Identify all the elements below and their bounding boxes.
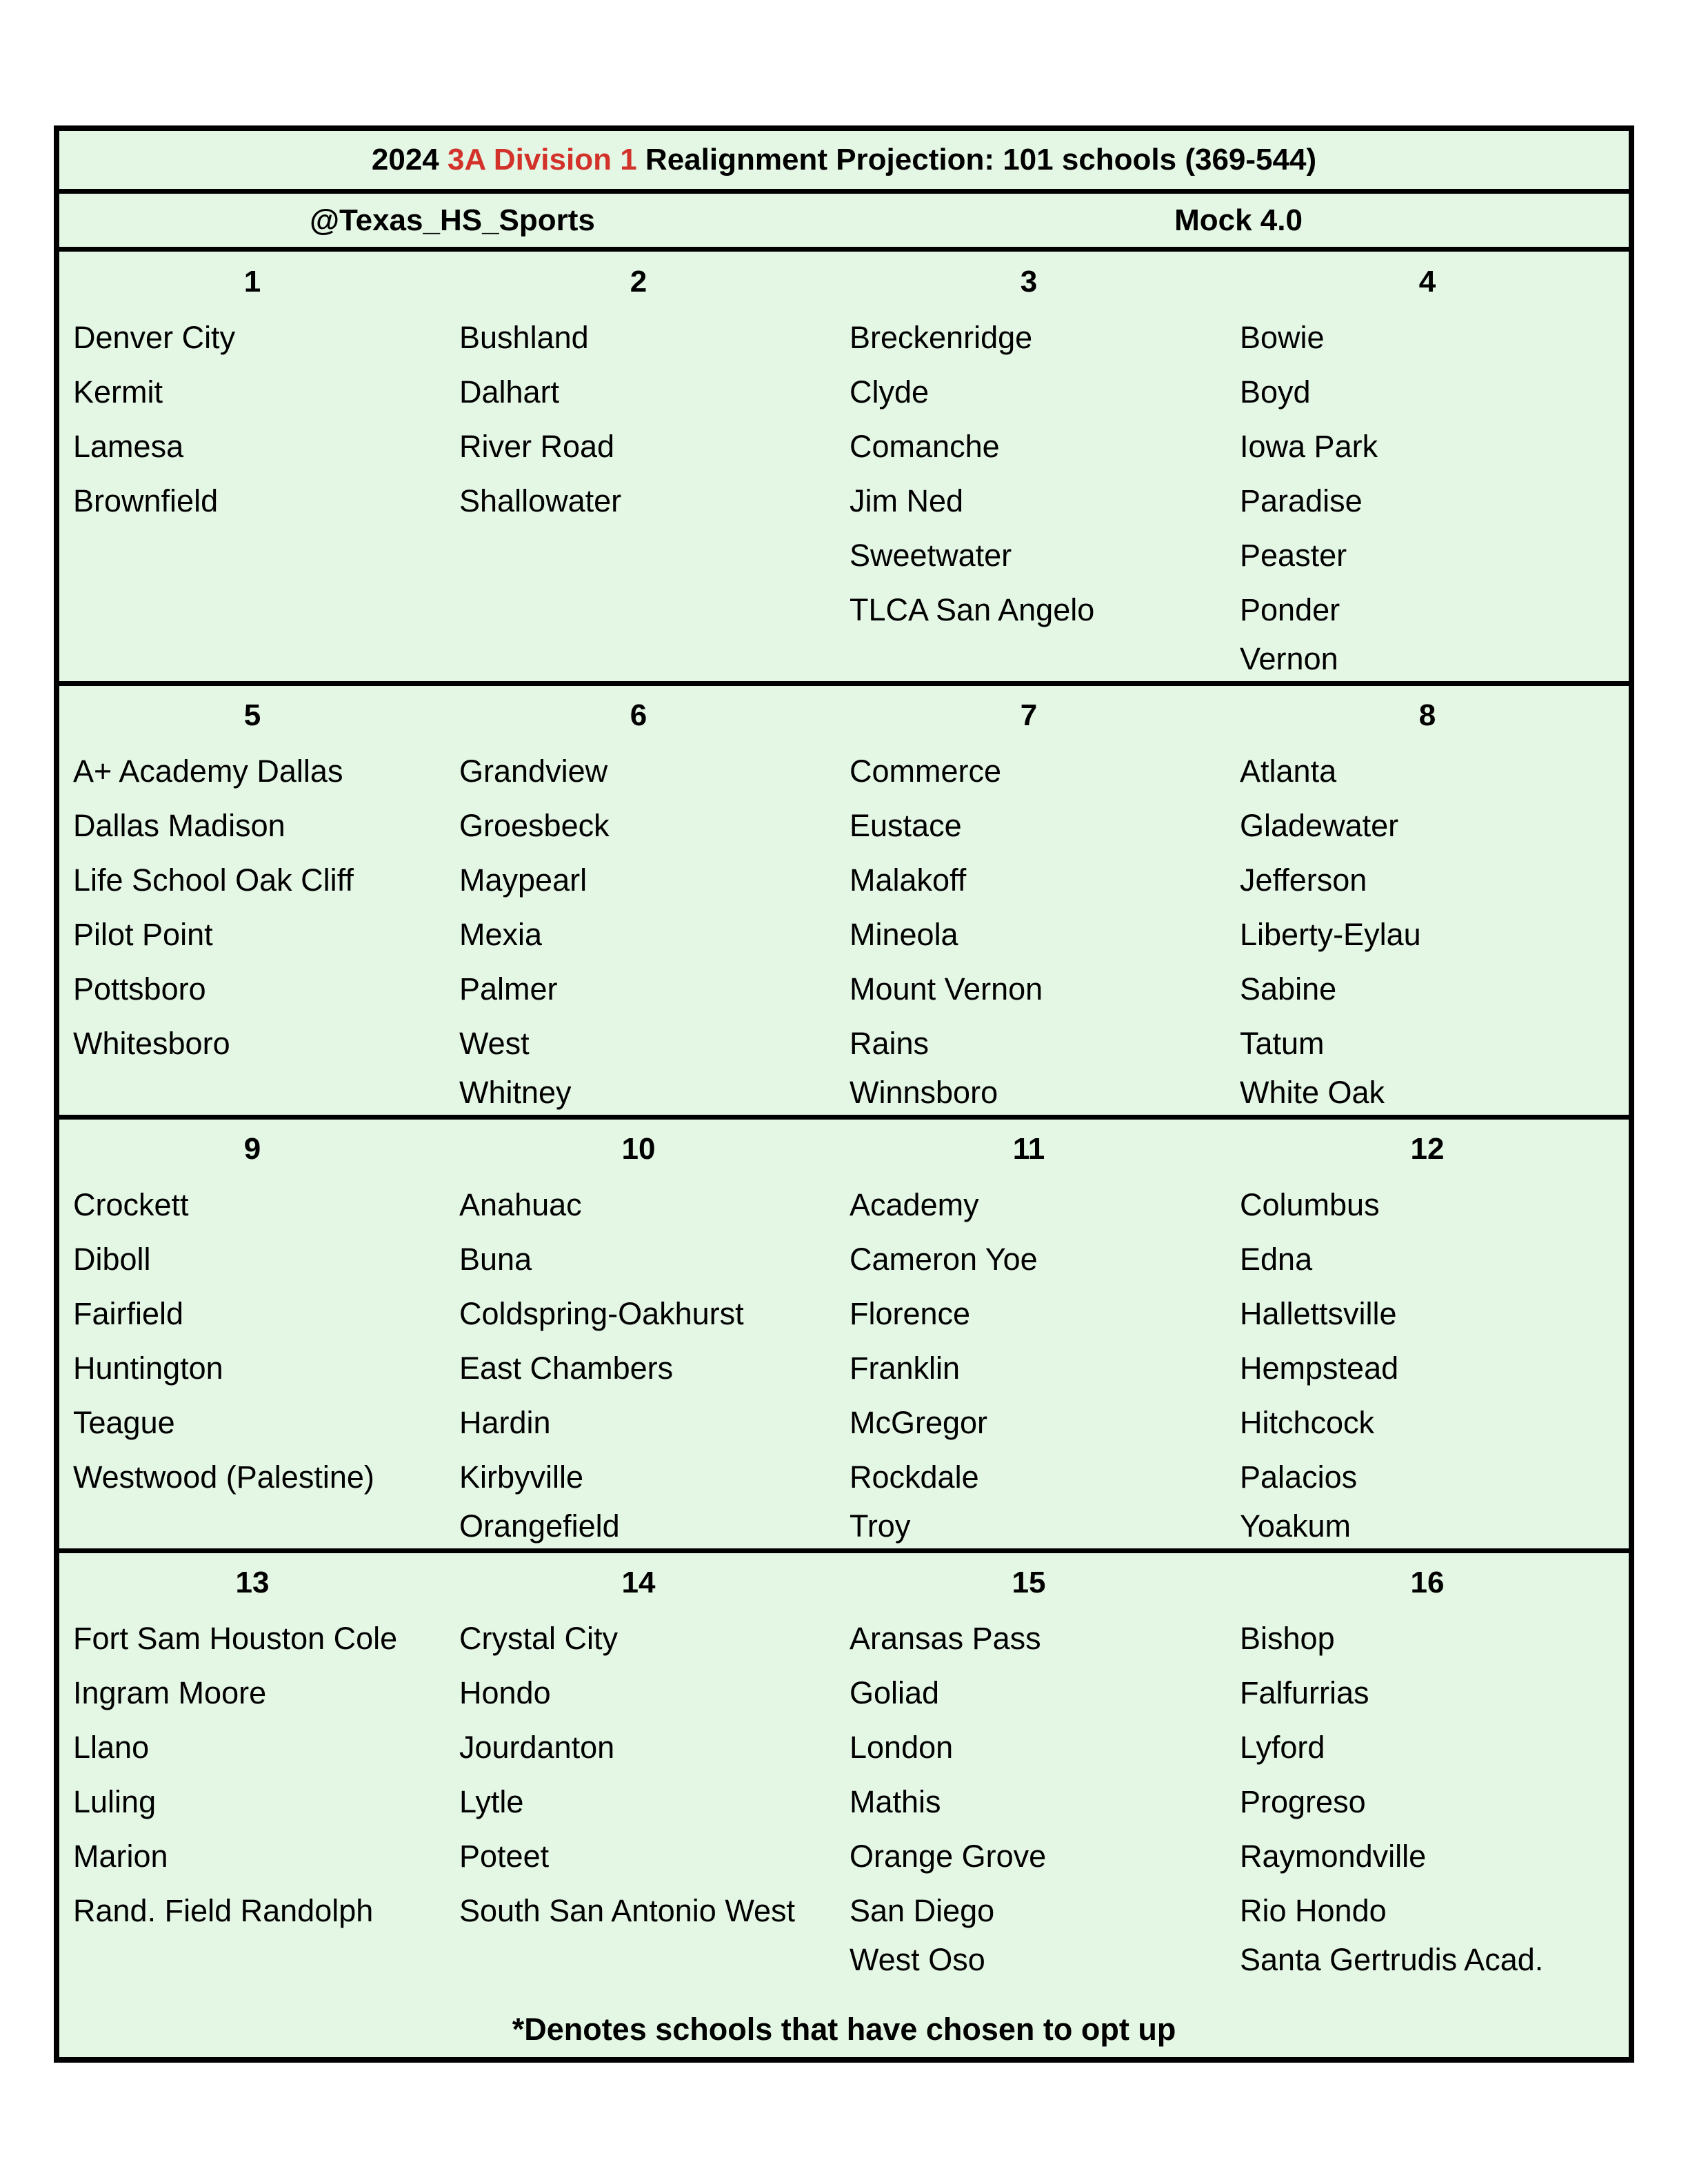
district-number: 12: [1410, 1132, 1445, 1166]
district-number: 5: [243, 698, 261, 732]
region-divider: [59, 681, 1629, 686]
district-column: [59, 252, 445, 681]
district-column: [59, 1553, 445, 2002]
school-name: Sabine: [1240, 971, 1337, 1007]
school-name: Aransas Pass: [850, 1621, 1041, 1656]
school-name: Dallas Madison: [73, 808, 285, 843]
school-name: Dalhart: [459, 374, 560, 410]
school-name: Liberty-Eylau: [1240, 917, 1421, 952]
school-name: Palacios: [1240, 1459, 1358, 1495]
school-name: Vernon: [1240, 641, 1338, 676]
school-name: Poteet: [459, 1839, 550, 1874]
school-name: Jourdanton: [459, 1730, 615, 1765]
twitter-handle: @Texas_HS_Sports: [310, 203, 595, 237]
school-name: Ponder: [1240, 592, 1340, 627]
school-name: Paradise: [1240, 483, 1363, 518]
school-name: Kermit: [73, 374, 163, 410]
school-name: San Diego: [850, 1893, 995, 1928]
school-name: Florence: [850, 1296, 971, 1331]
district-number: 7: [1020, 698, 1038, 732]
school-name: Academy: [850, 1187, 979, 1222]
school-name: Boyd: [1240, 374, 1311, 410]
school-name: Commerce: [850, 754, 1002, 789]
school-name: Crockett: [73, 1187, 189, 1222]
school-name: Rockdale: [850, 1459, 979, 1495]
mock-version: Mock 4.0: [1174, 203, 1303, 237]
school-name: Brownfield: [73, 483, 219, 518]
school-name: Eustace: [850, 808, 962, 843]
school-name: Bushland: [459, 320, 589, 355]
school-name: Luling: [73, 1784, 157, 1819]
district-number: 6: [630, 698, 647, 732]
school-name: Rand. Field Randolph: [73, 1893, 374, 1928]
school-name: Jim Ned: [850, 483, 964, 518]
school-name: Jefferson: [1240, 862, 1367, 898]
region-divider: [59, 1548, 1629, 1553]
school-name: Atlanta: [1240, 754, 1337, 789]
district-row: [59, 685, 1629, 1115]
district-number: 14: [621, 1566, 656, 1599]
district-number: 4: [1418, 265, 1436, 299]
school-name: Santa Gertrudis Acad.: [1240, 1942, 1544, 1977]
school-name: Bishop: [1240, 1621, 1335, 1656]
school-name: Orangefield: [459, 1508, 620, 1544]
district-number: 10: [621, 1132, 656, 1166]
school-name: Yoakum: [1240, 1508, 1351, 1544]
district-column: [1226, 1553, 1629, 2002]
school-name: Falfurrias: [1240, 1675, 1369, 1710]
school-name: Whitesboro: [73, 1026, 230, 1061]
school-name: Rains: [850, 1026, 930, 1061]
school-name: West: [459, 1026, 530, 1061]
school-name: Hempstead: [1240, 1351, 1399, 1386]
school-name: Columbus: [1240, 1187, 1380, 1222]
school-name: Lyford: [1240, 1730, 1325, 1765]
school-name: Hitchcock: [1240, 1405, 1375, 1440]
school-name: Huntington: [73, 1351, 223, 1386]
school-name: Pottsboro: [73, 971, 206, 1007]
district-column: [445, 1119, 832, 1548]
school-name: Goliad: [850, 1675, 940, 1710]
school-name: Mathis: [850, 1784, 941, 1819]
school-name: Gladewater: [1240, 808, 1399, 843]
school-name: White Oak: [1240, 1075, 1385, 1110]
school-name: McGregor: [850, 1405, 988, 1440]
district-column: [1226, 1119, 1629, 1548]
school-name: Groesbeck: [459, 808, 610, 843]
title-description: Realignment Projection: 101 schools (369-544): [645, 143, 1317, 176]
school-name: London: [850, 1730, 954, 1765]
school-name: Cameron Yoe: [850, 1242, 1038, 1277]
school-name: Fairfield: [73, 1296, 184, 1331]
school-name: West Oso: [850, 1942, 985, 1977]
school-name: Pilot Point: [73, 917, 213, 952]
school-name: Lytle: [459, 1784, 524, 1819]
school-name: Ingram Moore: [73, 1675, 267, 1710]
school-name: Maypearl: [459, 862, 587, 898]
divider: [59, 247, 1629, 252]
school-name: Rio Hondo: [1240, 1893, 1387, 1928]
district-number: 2: [630, 265, 647, 299]
school-name: Life School Oak Cliff: [73, 862, 354, 898]
district-number: 13: [235, 1566, 270, 1599]
school-name: Raymondville: [1240, 1839, 1427, 1874]
school-name: Llano: [73, 1730, 150, 1765]
district-column: [59, 1119, 445, 1548]
opt-up-footnote: *Denotes schools that have chosen to opt up: [512, 2012, 1176, 2047]
school-name: Kirbyville: [459, 1459, 584, 1495]
district-row: [59, 1119, 1629, 1548]
district-column: [1226, 252, 1629, 681]
subheader-row: [59, 194, 1629, 247]
district-number: 9: [243, 1132, 261, 1166]
table-title: [59, 131, 1629, 189]
school-name: Buna: [459, 1242, 532, 1277]
school-name: Whitney: [459, 1075, 572, 1110]
district-column: [1226, 685, 1629, 1115]
school-name: Hardin: [459, 1405, 551, 1440]
district-column: [59, 685, 445, 1115]
school-name: TLCA San Angelo: [850, 592, 1095, 627]
school-name: Grandview: [459, 754, 608, 789]
school-name: Bowie: [1240, 320, 1325, 355]
school-name: Teague: [73, 1405, 175, 1440]
district-number: 3: [1020, 265, 1038, 299]
school-name: Lamesa: [73, 429, 184, 464]
district-column: [445, 685, 832, 1115]
school-name: Hondo: [459, 1675, 551, 1710]
district-column: [836, 685, 1222, 1115]
district-number: 11: [1012, 1132, 1045, 1166]
school-name: Fort Sam Houston Cole: [73, 1621, 398, 1656]
district-column: [836, 252, 1222, 681]
school-name: Hallettsville: [1240, 1296, 1397, 1331]
district-number: 15: [1012, 1566, 1046, 1599]
school-name: Franklin: [850, 1351, 961, 1386]
school-name: Shallowater: [459, 483, 622, 518]
school-name: Clyde: [850, 374, 930, 410]
school-name: Troy: [850, 1508, 911, 1544]
school-name: Tatum: [1240, 1026, 1325, 1061]
school-name: Diboll: [73, 1242, 151, 1277]
region-divider: [59, 1115, 1629, 1120]
school-name: Comanche: [850, 429, 1000, 464]
district-column: [445, 1553, 832, 2002]
school-name: Edna: [1240, 1242, 1313, 1277]
school-name: Marion: [73, 1839, 168, 1874]
school-name: Crystal City: [459, 1621, 619, 1656]
school-name: Westwood (Palestine): [73, 1459, 374, 1495]
title-classification: 3A Division 1: [448, 143, 637, 176]
realignment-table: [54, 125, 1634, 2063]
school-name: Denver City: [73, 320, 236, 355]
school-name: Anahuac: [459, 1187, 582, 1222]
school-name: Palmer: [459, 971, 558, 1007]
school-name: Mexia: [459, 917, 543, 952]
school-name: A+ Academy Dallas: [73, 754, 343, 789]
district-number: 16: [1410, 1566, 1445, 1599]
school-name: Orange Grove: [850, 1839, 1047, 1874]
district-column: [836, 1553, 1222, 2002]
school-name: Mineola: [850, 917, 958, 952]
school-name: Coldspring-Oakhurst: [459, 1296, 744, 1331]
district-row: [59, 252, 1629, 681]
divider: [59, 189, 1629, 194]
school-name: Peaster: [1240, 538, 1347, 573]
school-name: Breckenridge: [850, 320, 1033, 355]
district-column: [445, 252, 832, 681]
district-number: 1: [243, 265, 261, 299]
school-name: Mount Vernon: [850, 971, 1043, 1007]
school-name: East Chambers: [459, 1351, 674, 1386]
district-number: 8: [1418, 698, 1436, 732]
school-name: River Road: [459, 429, 615, 464]
school-name: South San Antonio West: [459, 1893, 796, 1928]
school-name: Iowa Park: [1240, 429, 1378, 464]
district-row: [59, 1553, 1629, 2002]
school-name: Sweetwater: [850, 538, 1012, 573]
school-name: Malakoff: [850, 862, 967, 898]
school-name: Winnsboro: [850, 1075, 998, 1110]
school-name: Progreso: [1240, 1784, 1366, 1819]
title-year: 2024: [371, 143, 439, 176]
district-column: [836, 1119, 1222, 1548]
